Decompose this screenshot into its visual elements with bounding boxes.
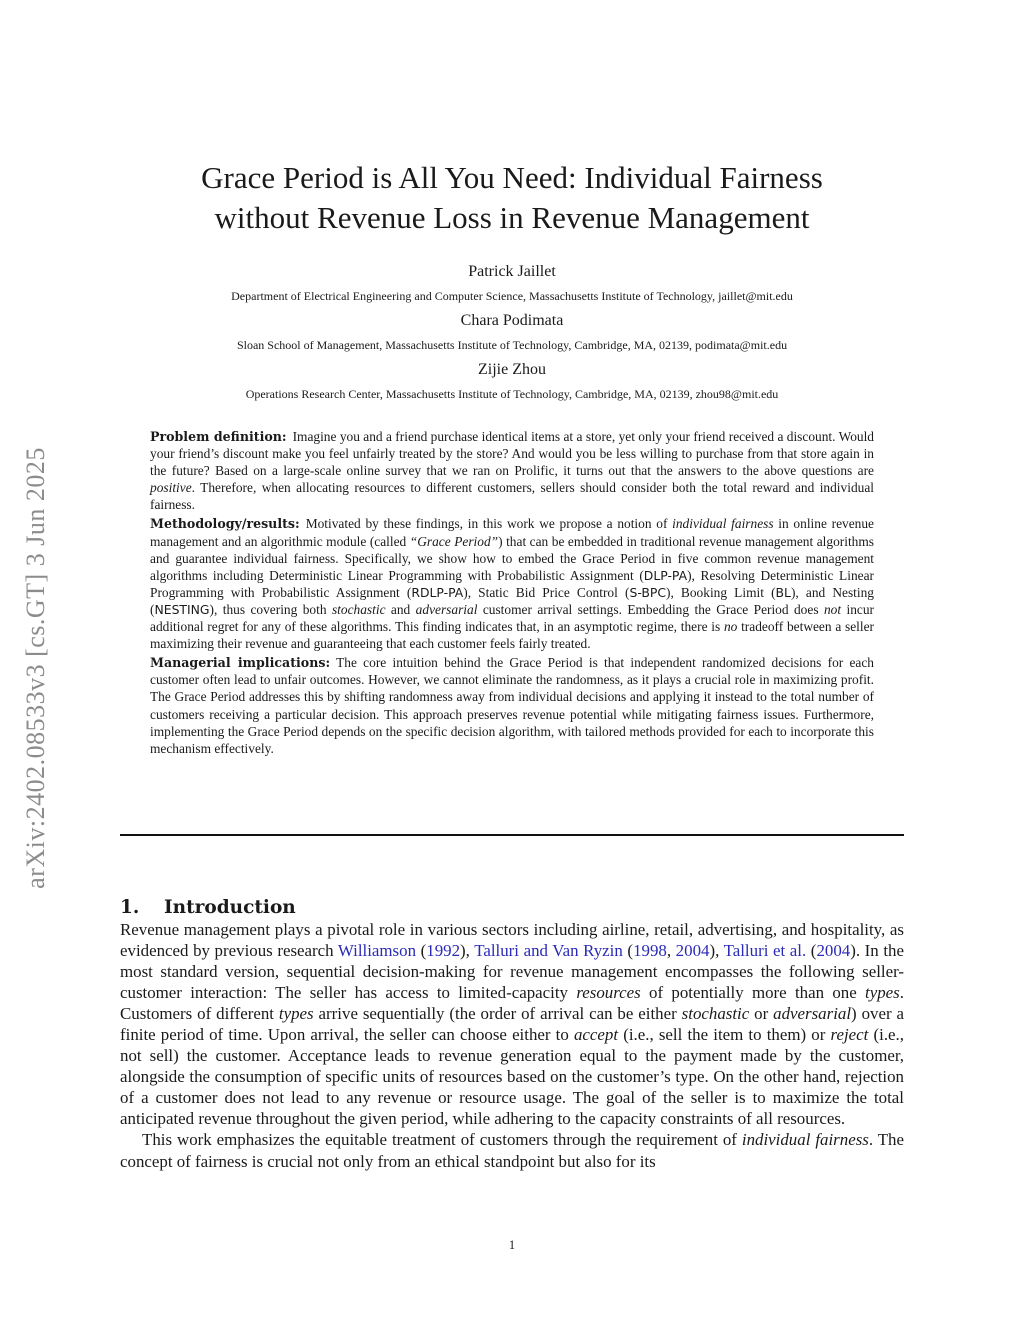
emphasis: no [723,619,738,635]
algorithm-abbreviation: BL [775,584,791,600]
abstract [150,428,874,759]
body-text: (i.e., not sell) the customer. Acceptance leads to revenue generation equal to the payment made by the customer, alongside the consumption of specific units of resources based on the customer’s type. On the other hand, rejection of a customer does not lead to any revenue or resource usage. The goal of the seller is to maximize the total anticipated revenue throughout the given period, while adhering to the capacity constraints of all resources. [120,1025,904,1129]
author-name: Patrick Jaillet [468,263,556,280]
emphasis: adversarial [415,601,478,617]
emphasis: resources [576,983,641,1003]
body-text: ( [622,941,634,961]
abstract-problem-definition [150,428,874,513]
section-title: Introduction [164,897,296,918]
arxiv-sidebar-stamp [10,385,62,950]
paragraph [120,1129,904,1171]
abstract-text: ), thus covering both [209,601,332,617]
body-text: . Customers of different [120,983,904,1024]
abstract-text: incur additional regret for any of these algorithms. This finding indicates that, in an asymptotic regime, there is [150,601,874,635]
emphasis: not [823,601,842,617]
emphasis: positive [150,480,192,496]
citation-link[interactable]: Talluri et al. [723,941,807,961]
body-text: ( [806,941,817,961]
title-line-2: without Revenue Loss in Revenue Management [214,200,810,235]
body-text: of potentially more than one [640,983,866,1003]
emphasis: individual fairness [741,1130,869,1150]
body-text: This work emphasizes the equitable treatment of customers through the requirement of [142,1130,742,1150]
body-text: arrive sequentially (the order of arrival can be either [313,1004,682,1024]
author-affiliation: Sloan School of Management, Massachusetts Institute of Technology, Cambridge, MA, 02139, podimata@mit.edu [236,338,788,352]
abstract-text: ) that can be embedded in traditional revenue management algorithms and guarantee individual fairness. Specifically, we show how to embed the Grace Period in five common revenue management algorithms including Deterministic Linear Programming with Probabilistic Assignment ( [150,533,875,583]
author-block-3 [100,360,924,402]
abstract-text: in online revenue management and an algorithmic module (called [150,516,875,549]
abstract-text: ), Static Bid Price Control ( [463,584,630,600]
abstract-text: The core intuition behind the Grace Period is that independent randomized decisions for each customer often lead to unfair outcomes. However, we cannot eliminate the randomness, as it plays a crucial role in maximizing profit. The Grace Period addresses this by shifting randomness away from individual decisions and applying it instead to the total number of customers receiving a particular decision. This approach preserves revenue potential while mitigating fairness issues. Furthermore, implementing the Grace Period depends on the specific decision algorithm, with tailored methods provided for each to incorporate this mechanism effectively. [150,655,874,756]
body-text: (i.e., sell the item to them) or [618,1025,831,1045]
algorithm-abbreviation: S-BPC [629,584,666,600]
algorithm-abbreviation: DLP-PA [643,567,688,583]
body-text: or [749,1004,774,1024]
body-text: ( [416,941,427,961]
algorithm-abbreviation: RDLP-PA [411,584,464,600]
emphasis: stochastic [331,601,386,617]
page-number: 1 [508,1238,516,1252]
author-affiliation: Department of Electrical Engineering and Computer Science, Massachusetts Institute of Technology, jaillet@mit.edu [231,289,793,303]
body-text: ) over a finite period of time. Upon arrival, the seller can choose either to [120,1004,904,1045]
arxiv-identifier: arXiv:2402.08533v3 [cs.GT] 3 Jun 2025 [21,446,50,889]
emphasis: “Grace Period” [409,533,499,549]
paragraph [120,919,904,1129]
abstract-divider [120,834,904,836]
author-affiliation: Operations Research Center, Massachusetts Institute of Technology, Cambridge, MA, 02139, zhou98@mit.edu [245,387,779,401]
body-text: ), [460,941,475,961]
citation-link[interactable]: 2004 [816,941,851,961]
citation-link[interactable]: 1998 [633,941,667,961]
introduction-body [120,919,904,1172]
abstract-label: Managerial implications: [150,655,331,671]
paper-title [140,158,884,238]
body-text: ), [709,941,724,961]
title-line-1: Grace Period is All You Need: Individual Fairness [201,160,823,195]
abstract-text: ), and Nesting ( [150,584,874,617]
abstract-label: Problem definition: [150,429,287,444]
citation-link[interactable]: Talluri and Van Ryzin [474,941,623,961]
section-heading [120,896,296,920]
abstract-text: customer arrival settings. Embedding the Grace Period does [477,601,824,617]
author-block-2 [100,311,924,353]
body-text: . The concept of fairness is crucial not only from an ethical standpoint but also for its [120,1130,904,1171]
abstract-text: tradeoff between a seller maximizing their revenue and guaranteeing that each customer feels fairly treated. [150,619,875,652]
emphasis: reject [830,1025,869,1045]
citation-link[interactable]: Williamson [337,941,417,961]
algorithm-abbreviation: NESTING [154,601,210,617]
body-text: Revenue management plays a pivotal role in various sectors including airline, retail, advertising, and hospitality, as evidenced by previous research [120,920,904,961]
abstract-text: and [385,601,416,617]
abstract-methodology [150,515,874,652]
citation-link[interactable]: 1992 [426,941,461,961]
section-number: 1. [120,897,140,918]
abstract-label: Methodology/results: [150,516,300,532]
author-name: Chara Podimata [460,312,564,329]
author-name: Zijie Zhou [478,361,546,378]
abstract-text: ), Resolving Deterministic Linear Programming with Probabilistic Assignment ( [150,567,874,600]
citation-link[interactable]: 2004 [675,941,710,961]
emphasis: types [278,1004,314,1024]
body-text: , [666,941,676,961]
emphasis: adversarial [773,1004,852,1024]
emphasis: accept [573,1025,619,1045]
emphasis: stochastic [681,1004,750,1024]
abstract-text: . Therefore, when allocating resources to different customers, sellers should consider both the total reward and individual fairness. [150,480,874,513]
abstract-text: Motivated by these findings, in this work we propose a notion of [305,516,673,532]
body-text: ). In the most standard version, sequential decision-making for revenue management encompasses the following seller-customer interaction: The seller has access to limited-capacity [120,941,904,1003]
abstract-text: ), Booking Limit ( [665,584,776,600]
author-block-1 [100,262,924,304]
abstract-text: Imagine you and a friend purchase identical items at a store, yet only your friend received a discount. Would your friend’s discount make you feel unfairly treated by the store? And would you be less willing to purchase from that store again in the future? Based on a large-scale online survey that we ran on Prolific, it turns out that the answers to the above questions are [150,429,874,479]
abstract-managerial-implications [150,654,874,757]
emphasis: individual fairness [672,516,774,532]
emphasis: types [865,983,900,1003]
